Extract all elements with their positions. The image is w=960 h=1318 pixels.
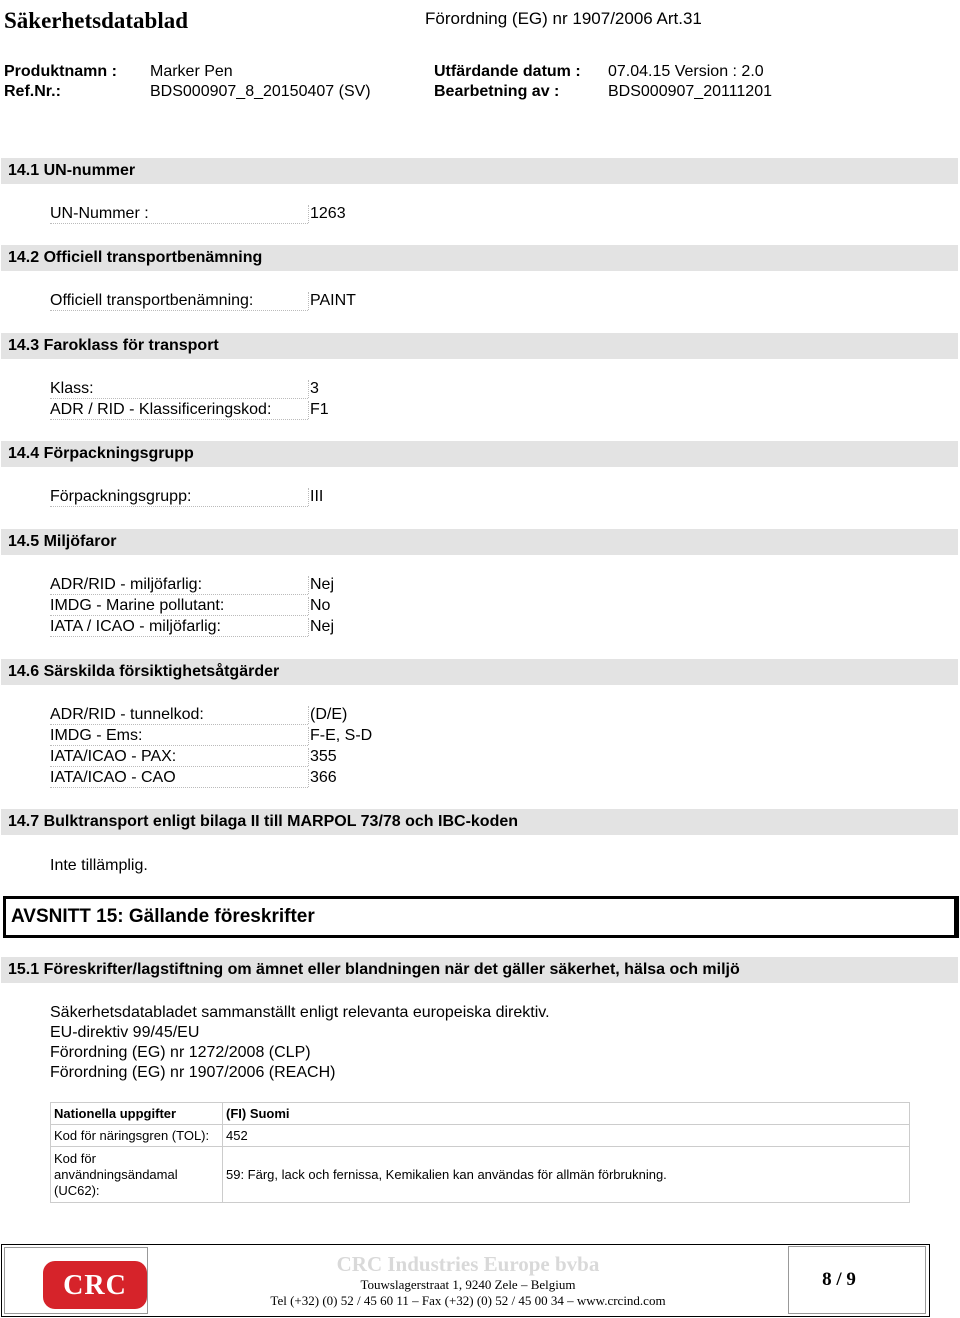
issue-date-label: Utfärdande datum : [434,63,581,80]
document-title: Säkerhetsdatablad [4,8,189,33]
national-info-country: (FI) Suomi [223,1103,910,1125]
uc62-label-line: Kod för [54,1150,96,1166]
adr-env-value: Nej [310,576,335,593]
page-number-box [788,1246,926,1314]
table-row [51,1125,910,1147]
processing-label: Bearbetning av : [434,83,560,100]
hazard-class-label: Klass: [50,380,308,399]
iata-pax-value: 355 [310,748,337,765]
section-14-7-heading: 14.7 Bulktransport enligt bilaga II till MARPOL 73/78 och IBC-koden [1,809,958,835]
page-number: 8 / 9 [822,1269,856,1290]
hazard-class-value: 3 [310,380,319,397]
uc62-label-line: användningsändamal [54,1166,178,1182]
regulation-line: EU-direktiv 99/45/EU [50,1024,200,1041]
iata-env-value: Nej [310,618,335,635]
iata-pax-label: IATA/ICAO - PAX: [50,748,308,767]
national-info-header-label: Nationella uppgifter [51,1103,223,1125]
shipping-name-label: Officiell transportbenämning: [50,292,308,311]
logo-frame [4,1247,148,1314]
crc-logo: CRC [43,1261,147,1309]
regulation-line: Förordning (EG) nr 1907/2006 (REACH) [50,1064,336,1081]
issue-date-value: 07.04.15 Version : 2.0 [608,63,764,80]
imdg-pollutant-label: IMDG - Marine pollutant: [50,597,308,616]
imdg-pollutant-value: No [310,597,331,614]
section-14-5-heading: 14.5 Miljöfaror [1,529,958,555]
iata-cao-label: IATA/ICAO - CAO [50,769,308,788]
iata-env-label: IATA / ICAO - miljöfarlig: [50,618,308,637]
imdg-ems-label: IMDG - Ems: [50,727,308,746]
regulation-reference: Förordning (EG) nr 1907/2006 Art.31 [425,9,702,28]
tol-label: Kod för näringsgren (TOL): [51,1125,223,1147]
section-14-4-heading: 14.4 Förpackningsgrupp [1,441,958,467]
ref-number-value: BDS000907_8_20150407 (SV) [150,83,371,100]
imdg-ems-value: F-E, S-D [310,727,373,744]
un-number-value: 1263 [310,205,346,222]
regulation-line: Förordning (EG) nr 1272/2008 (CLP) [50,1044,311,1061]
regulation-line: Säkerhetsdatabladet sammanställt enligt relevanta europeiska direktiv. [50,1004,550,1021]
un-number-label: UN-Nummer : [50,205,308,224]
company-name: CRC Industries Europe bvba [336,1252,600,1276]
table-row [51,1147,910,1203]
packing-group-value: III [310,488,324,505]
section-15-1-heading: 15.1 Föreskrifter/lagstiftning om ämnet eller blandningen när det gäller säkerhet, hälsa och miljö [1,957,958,983]
product-name-value: Marker Pen [150,63,233,80]
section-14-1-heading: 14.1 UN-nummer [1,158,958,184]
tunnel-code-label: ADR/RID - tunnelkod: [50,706,308,725]
section-15-title: AVSNITT 15: Gällande föreskrifter [3,896,959,938]
iata-cao-value: 366 [310,769,337,786]
company-info [148,1252,788,1309]
national-info-table [50,1102,910,1203]
classification-code-label: ADR / RID - Klassificeringskod: [50,401,308,420]
tunnel-code-value: (D/E) [310,706,348,723]
adr-env-label: ADR/RID - miljöfarlig: [50,576,308,595]
section-14-6-heading: 14.6 Särskilda försiktighetsåtgärder [1,659,958,685]
table-row [51,1103,910,1125]
section-14-2-heading: 14.2 Officiell transportbenämning [1,245,958,271]
uc62-label [51,1147,223,1203]
packing-group-label: Förpackningsgrupp: [50,488,308,507]
shipping-name-value: PAINT [310,292,356,309]
bulk-transport-text: Inte tillämplig. [50,857,148,874]
uc62-value: 59: Färg, lack och fernissa, Kemikalien kan användas för allmän förbrukning. [223,1147,910,1203]
company-contact: Tel (+32) (0) 52 / 45 60 11 – Fax (+32) (0) 52 / 45 00 34 – www.crcind.com [270,1293,666,1308]
company-address: Touwslagerstraat 1, 9240 Zele – Belgium [360,1277,576,1292]
section-14-3-heading: 14.3 Faroklass för transport [1,333,958,359]
tol-value: 452 [223,1125,910,1147]
processing-value: BDS000907_20111201 [608,83,772,100]
product-name-label: Produktnamn : [4,63,117,80]
classification-code-value: F1 [310,401,329,418]
uc62-label-line: (UC62): [54,1182,100,1198]
ref-number-label: Ref.Nr.: [4,83,61,100]
